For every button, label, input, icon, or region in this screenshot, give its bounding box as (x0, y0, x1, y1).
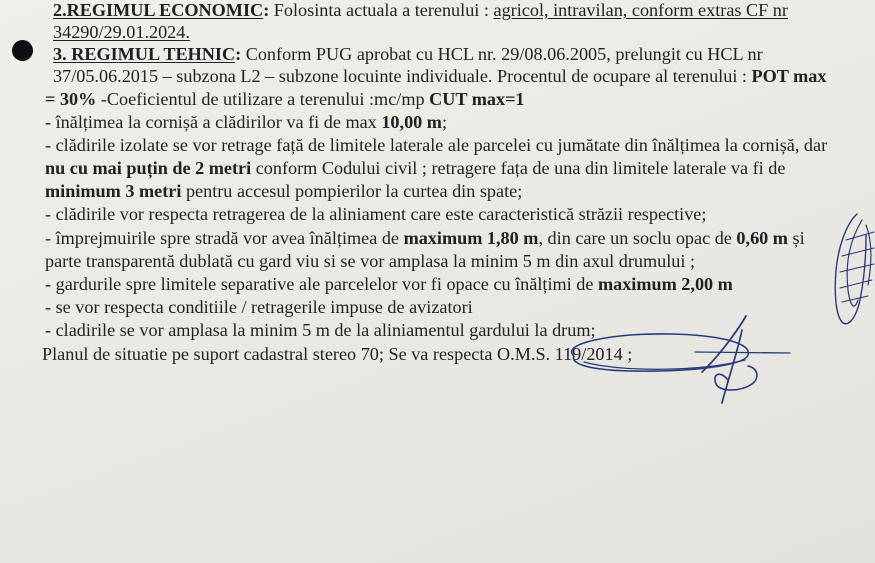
item-1-bold: 10,00 m (381, 112, 442, 132)
item-4-text-3: parte transparentă dublată cu gard viu si se vor amplasa la minim 5 m din axul drumului ; (45, 251, 696, 271)
section-3-line-3-text: -Coeficientul de utilizare a terenului :mc/mp (96, 89, 430, 109)
item-2-text-3: pentru accesul pompierilor la curtea din spate; (181, 181, 523, 201)
item-2-bold-2: minimum 3 metri (45, 181, 182, 201)
section-2-value: agricol, intravilan, conform extras CF nr (493, 0, 788, 20)
section-2-heading: 2.REGIMUL ECONOMIC (53, 0, 264, 20)
item-2-text: - clădirile izolate se vor retrage față de limitele laterale ale parcelei cu jumătate din înălțimea la cornișă, dar (45, 135, 828, 155)
item-4-end: și (787, 228, 805, 248)
section-2-colon: : (263, 0, 270, 20)
item-site-plan (42, 343, 632, 365)
section-3-line-1-text: Conform PUG aprobat cu HCL nr. 29/08.06.2005, prelungit cu HCL nr (241, 44, 763, 64)
section-3-colon: : (235, 44, 242, 64)
item-4-bold-2: 0,60 m (736, 228, 788, 248)
section-2-line-2 (53, 21, 190, 43)
item-5-bold: maximum 2,00 m (597, 274, 733, 294)
pot-max: POT max (751, 66, 827, 86)
item-5-text: - gardurile spre limitele separative ale parcelelor vor fi opace cu înălțimi de (45, 274, 598, 294)
item-building-distance (45, 319, 596, 341)
item-cornice-height (45, 111, 447, 133)
item-lateral-setback-line-3 (45, 180, 522, 202)
item-1-end: ; (441, 112, 448, 132)
item-fence-street-line-2 (45, 250, 695, 272)
item-3-text: - clădirile vor respecta retragerea de la aliniament care este caracteristică străzii respective; (45, 204, 707, 224)
item-lateral-setback-line-2 (45, 157, 785, 179)
item-fence-separative (45, 273, 733, 295)
section-3-line-2 (53, 65, 827, 87)
item-2-bold: nu cu mai puțin de 2 metri (45, 158, 252, 178)
item-alignment (45, 203, 706, 225)
cut-max: CUT max=1 (429, 89, 525, 109)
item-8-ref: O.M.S. 119/2014 ; (497, 344, 633, 364)
section-2-ref: 34290/29.01.2024. (53, 22, 190, 42)
section-3-line-1 (53, 43, 763, 65)
item-4-bold: maximum 1,80 m (403, 228, 539, 248)
item-1-text: - înălțimea la cornișă a clădirilor va fi de max (45, 112, 382, 132)
section-3-line-2-text: 37/05.06.2015 – subzona L2 – subzone locuinte individuale. Procentul de ocupare al terenului : (53, 66, 752, 86)
bullet-dot (12, 40, 33, 61)
item-7-text: - cladirile se vor amplasa la minim 5 m de la aliniamentul gardului la drum; (45, 320, 596, 340)
pot-value: = 30% (45, 89, 97, 109)
item-8-text: Planul de situatie pe suport cadastral stereo 70; Se va respecta (42, 344, 498, 364)
item-fence-street (45, 227, 805, 249)
item-4-text-2: , din care un soclu opac de (538, 228, 737, 248)
section-3-heading: 3. REGIMUL TEHNIC (53, 44, 236, 64)
section-2-line-1 (53, 0, 788, 21)
item-2-text-2: conform Codului civil ; retragere fața de una din limitele laterale va fi de (251, 158, 786, 178)
item-lateral-setback (45, 134, 827, 156)
section-2-text: Folosinta actuala a terenului : (269, 0, 494, 20)
item-4-text: - împrejmuirile spre stradă vor avea înălțimea de (45, 228, 404, 248)
item-authorizers (45, 296, 473, 318)
item-6-text: - se vor respecta conditiile / retragerile impuse de avizatori (45, 297, 473, 317)
section-3-line-3 (45, 88, 525, 110)
